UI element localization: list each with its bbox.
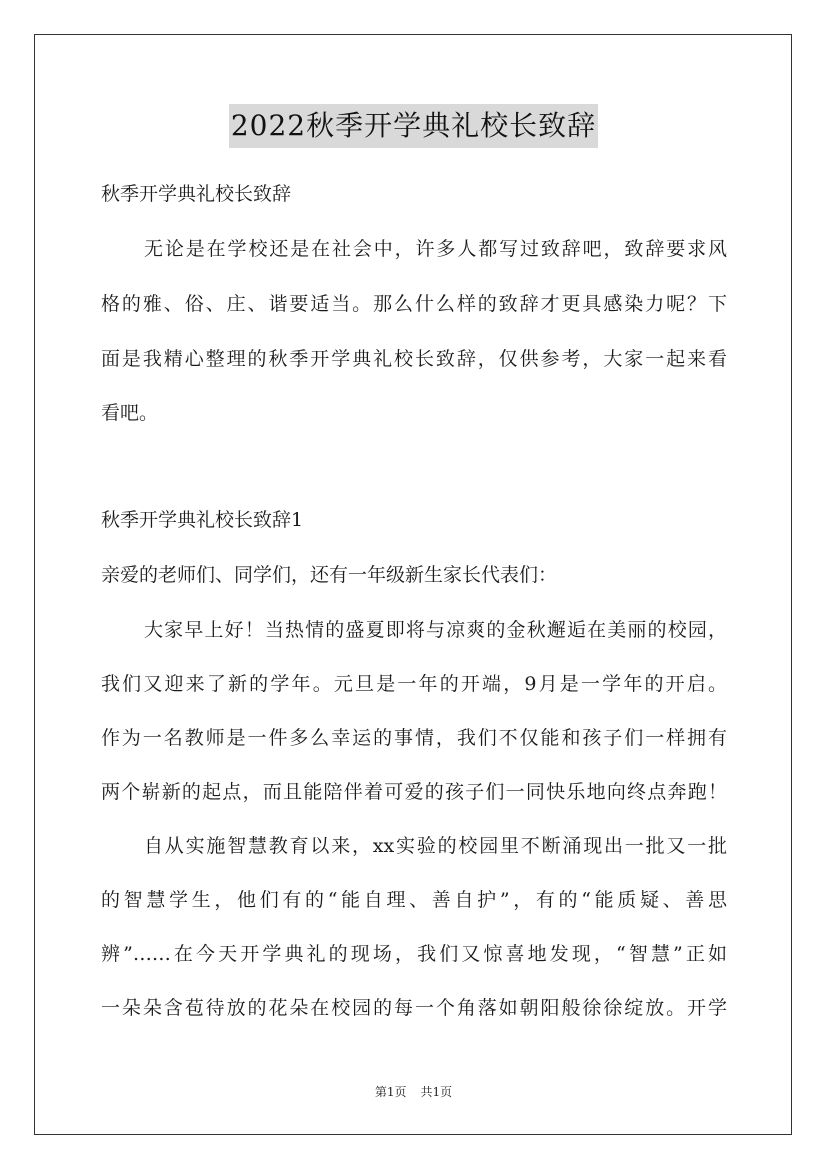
page-footer — [0, 1084, 827, 1100]
page-number: 第1页 — [374, 1085, 407, 1099]
paragraph1-line-1: 大家早上好！当热情的盛夏即将与凉爽的金秋邂逅在美丽的校园， — [144, 619, 727, 641]
intro-line-1: 无论是在学校还是在社会中，许多人都写过致辞吧，致辞要求风 — [144, 238, 727, 260]
section-heading: 秋季开学典礼校长致辞1 — [101, 509, 304, 531]
intro-line-4: 看吧。 — [101, 402, 159, 424]
document-title: 2022秋季开学典礼校长致辞 — [229, 104, 598, 148]
intro-line-3: 面是我精心整理的秋季开学典礼校长致辞，仅供参考，大家一起来看 — [101, 348, 727, 370]
salutation: 亲爱的老师们、同学们，还有一年级新生家长代表们： — [101, 564, 558, 586]
paragraph2-line-2: 的智慧学生，他们有的“能自理、善自护”，有的“能质疑、善思 — [101, 889, 727, 911]
paragraph2-line-4: 一朵朵含苞待放的花朵在校园的每一个角落如朝阳般徐徐绽放。开学 — [101, 997, 727, 1019]
page-total: 共1页 — [420, 1085, 453, 1099]
paragraph1-line-3: 作为一名教师是一件多么幸运的事情，我们不仅能和孩子们一样拥有 — [101, 727, 727, 749]
document-subtitle: 秋季开学典礼校长致辞 — [101, 183, 292, 205]
title-container — [0, 104, 827, 148]
intro-line-2: 格的雅、俗、庄、谐要适当。那么什么样的致辞才更具感染力呢？下 — [101, 293, 727, 315]
paragraph2-line-3: 辨”……在今天开学典礼的现场，我们又惊喜地发现，“智慧”正如 — [101, 943, 727, 965]
paragraph2-line-1: 自从实施智慧教育以来，xx实验的校园里不断涌现出一批又一批 — [144, 835, 727, 857]
paragraph1-line-2: 我们又迎来了新的学年。元旦是一年的开端，9月是一学年的开启。 — [101, 673, 727, 695]
paragraph1-line-4: 两个崭新的起点，而且能陪伴着可爱的孩子们一同快乐地向终点奔跑！ — [101, 781, 727, 803]
